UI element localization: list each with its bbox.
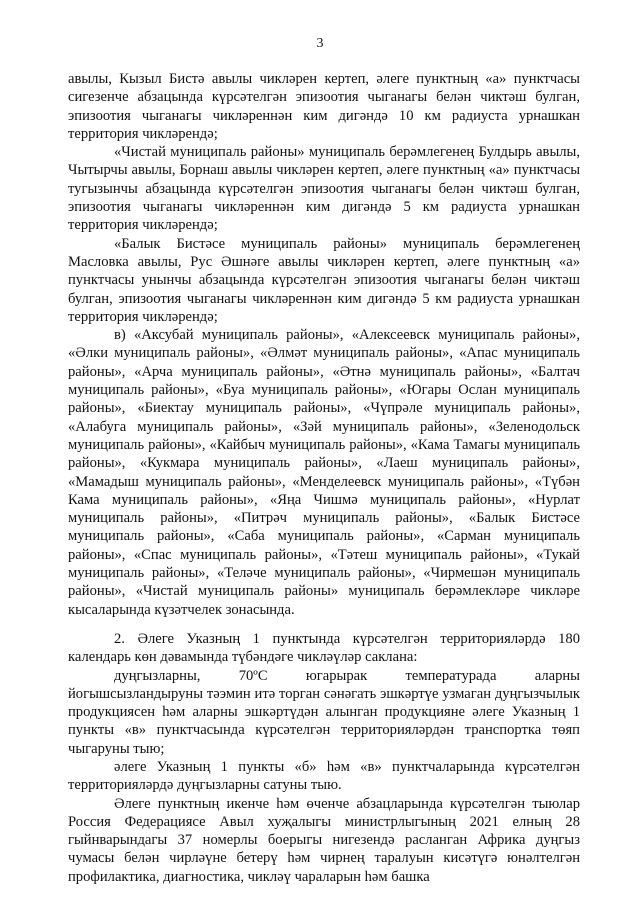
paragraph-continuation: авылы, Кызыл Бистә авылы чикләрен кертеп, әлеге пунктның «а» пунктчасы сигезенче абзацында күрсәтелгән эпизоотия чыганагы белән чиктәш булган, эпизоотия чыганагы чикләреннән ким дигәндә 10 км радиуста урнашкан территория чикләрендә; <box>68 71 580 142</box>
document-body <box>68 70 580 886</box>
paragraph-balyk-bistase: «Балык Бистәсе муниципаль районы» муниципаль берәмлегенең Масловка авылы, Рус Әшнәге авылы чикләрен кертеп, әлеге пунктның «а» пунктчасы унынчы абзацында күрсәтелгән эпизоотия чыганагы белән чиктәш булган, эпизоотия чыганагы чикләреннән ким дигәндә 5 км радиуста урнашкан территория чикләрендә; <box>68 235 580 325</box>
page-number: 3 <box>316 36 324 51</box>
paragraph-transport-ban: дуңгызларны, 70ºС югарырак температурада аларны йогышсызландыруны тәэмин итә торган сәнәгать эшкәртүе узмаган дуңгызчылык продукциясен һәм аларны эшкәртүдән алынган продукцияне әлеге Указның 1 пункты «в» пунктчасында күрсәтелгән территорияләрдән транспортка төяп чыгаруны тыю; <box>68 667 580 757</box>
paragraph-item-2: 2. Әлеге Указның 1 пунктында күрсәтелгән территорияләрдә 180 календарь көн дәвамында түбәндәге чикләүләр саклана: <box>68 630 580 666</box>
paragraph-chistay: «Чистай муниципаль районы» муниципаль берәмлегенең Булдырь авылы, Чытырчы авылы, Борнаш авылы чикләрен кертеп, әлеге пунктның «а» пунктчасы тугызынчы абзацында күрсәтелгән эпизоотия чыганагы белән чиктәш булган, эпизоотия чыганагы чикләреннән ким дигәндә 5 км радиуста урнашкан территория чикләрендә; <box>68 144 580 234</box>
paragraph-ministry-order: Әлеге пунктның икенче һәм өченче абзацларында күрсәтелгән тыюлар Россия Федерациясе Авыл хуҗалыгы министрлыгының 2021 елның 28 гыйнварындагы 37 номерлы боерыгы нигезендә расланган Африка дуңгыз чумасы белән чирләүне бетерү һәм чирнең таралуын кисәтүгә юнәлтелгән профилактика, диагностика, чикләү чараларын һәм башка <box>68 795 580 885</box>
paragraph-surveillance-zone: в) «Аксубай муниципаль районы», «Алексеевск муниципаль районы», «Әлки муниципаль районы», «Әлмәт муниципаль районы», «Апас муниципаль районы», «Арча муниципаль районы», «Әтнә муниципаль районы», «Балтач муниципаль районы», «Буа муниципаль районы», «Югары Ослан муниципаль районы», «Биектау муниципаль районы», «Чүпрәле муниципаль районы», «Алабуга муниципаль районы», «Зәй муниципаль районы», «Зеленодольск муниципаль районы», «Кайбыч муниципаль районы», «Кама Тамагы муниципаль районы», «Кукмара муниципаль районы», «Лаеш муниципаль районы», «Мамадыш муниципаль районы», «Менделеевск муниципаль районы», «Түбән Кама муниципаль районы», «Яңа Чишмә муниципаль районы», «Нурлат муниципаль районы», «Питрәч муниципаль районы», «Балык Бистәсе муниципаль районы», «Саба муниципаль районы», «Сарман муниципаль районы», «Спас муниципаль районы», «Тәтеш муниципаль районы», «Тукай муниципаль районы», «Теләче муниципаль районы», «Чирмешән муниципаль районы», «Чистай муниципаль районы» муниципаль берәмлекләре чикләре кысаларында күзәтчелек зонасында. <box>68 327 580 618</box>
paragraph-sale-ban: әлеге Указның 1 пункты «б» һәм «в» пунктчаларында күрсәтелгән территорияләрдә дуңгызларны сатуны тыю. <box>68 758 580 794</box>
